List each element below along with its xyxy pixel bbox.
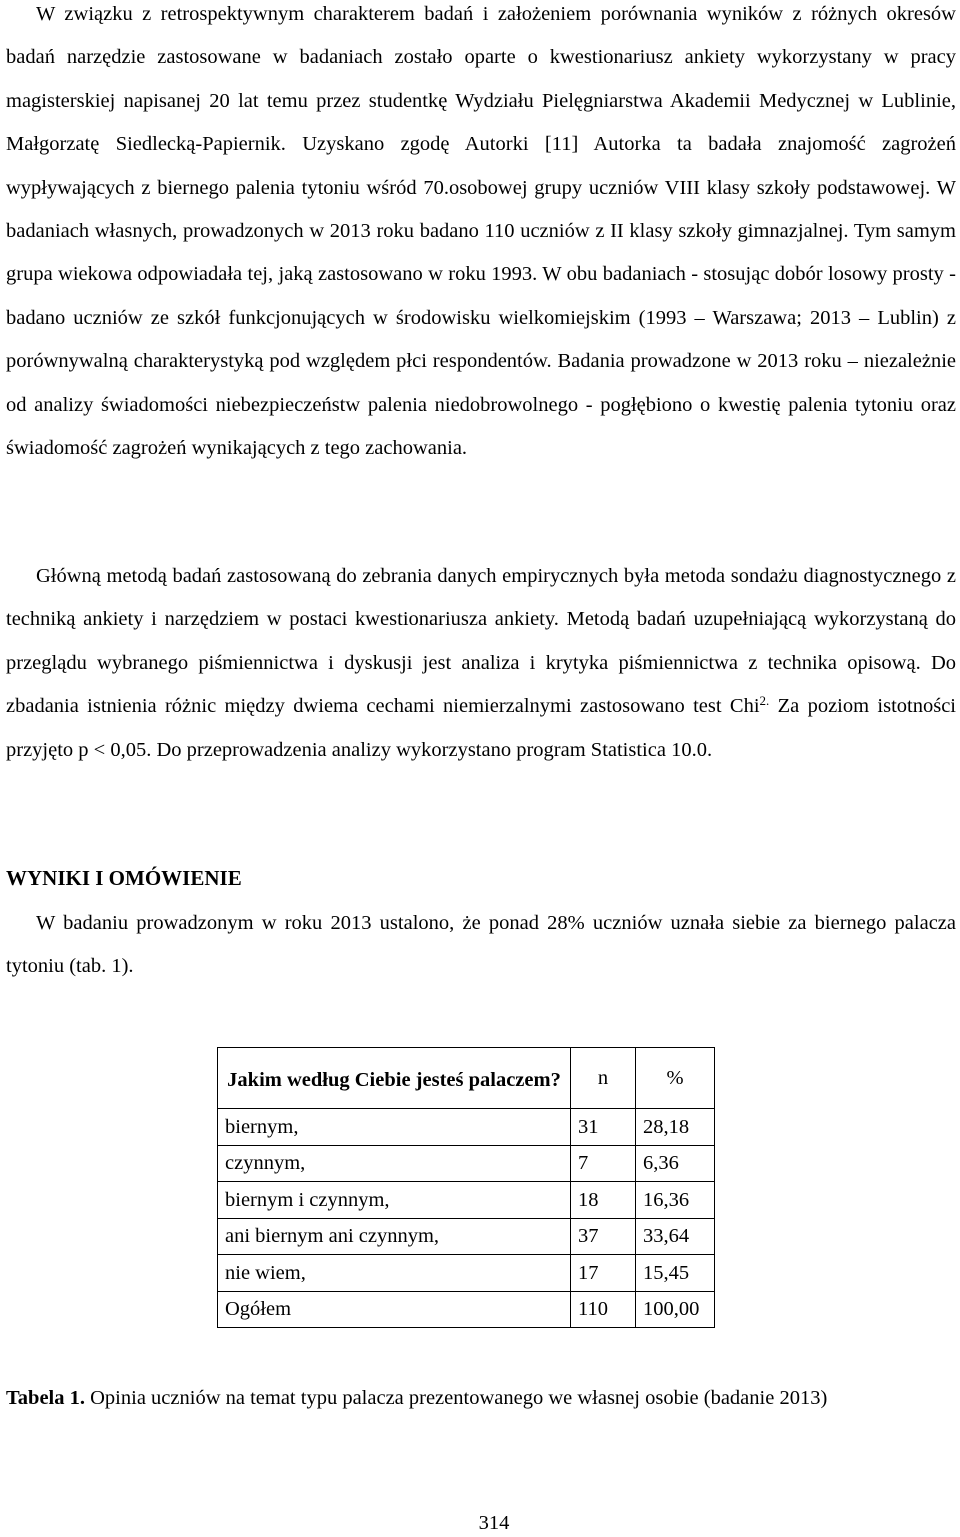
table-cell-n: 37 [571,1218,636,1255]
results-table [217,1047,715,1328]
table-cell-label: biernym, [218,1109,571,1146]
table-cell-n: 110 [571,1291,636,1328]
table-header-question: Jakim według Ciebie jesteś palaczem? [218,1048,571,1109]
table-header-percent: % [636,1048,715,1109]
table-row [218,1109,715,1146]
page-number: 314 [478,1512,510,1534]
table-row [218,1145,715,1182]
table-cell-n: 7 [571,1145,636,1182]
table-row [218,1182,715,1219]
table-cell-label: biernym i czynnym, [218,1182,571,1219]
body-paragraph [6,555,956,772]
paragraph-text: Za poziom istotności przyjęto p < 0,05. Do przeprowadzenia analizy wykorzystano program Statistica 10.0. [6,695,956,761]
table-row [218,1255,715,1292]
caption-text: Opinia uczniów na temat typu palacza prezentowanego we własnej osobie (badanie 2013) [85,1387,828,1409]
table-cell-percent: 100,00 [636,1291,715,1328]
paragraph-text: Główną metodą badań zastosowaną do zebrania danych empirycznych była metoda sondażu diagnostycznego z techniką ankiety i narzędziem w postaci kwestionariusza ankiety. Metodą badań uzupełniającą wykorzystaną do przeglądu wybranego piśmiennictwa i dyskusji jest analiza i krytyka piśmiennictwa z technika opisową. Do zbadania istnienia różnic między dwiema cechami niemierzalnymi zastosowano test Chi [6,565,956,718]
section-heading: WYNIKI I OMÓWIENIE [6,866,242,890]
table-row [218,1218,715,1255]
table-row [218,1291,715,1328]
superscript: 2. [759,693,770,709]
table-cell-label: nie wiem, [218,1255,571,1292]
table-cell-label: ani biernym ani czynnym, [218,1218,571,1255]
body-paragraph: W związku z retrospektywnym charakterem badań i założeniem porównania wyników z różnych okresów badań narzędzie zastosowane w badaniach zostało oparte o kwestionariusz ankiety wykorzystany w pracy magisterskiej napisanej 20 lat temu przez studentkę Wydziału Pielęgniarstwa Akademii Medycznej w Lublinie, Małgorzatę Siedlecką-Papiernik. Uzyskano zgodę Autorki [11] Autorka ta badała znajomość zagrożeń wypływających z biernego palenia tytoniu wśród 70.osobowej grupy uczniów VIII klasy szkoły podstawowej. W badaniach własnych, prowadzonych w 2013 roku badano 110 uczniów z II klasy szkoły gimnazjalnej. Tym samym grupa wiekowa odpowiadała tej, jaką zastosowano w roku 1993. W obu badaniach - stosując dobór losowy prosty - badano uczniów ze szkół funkcjonujących w środowisku wielkomiejskim (1993 – Warszawa; 2013 – Lublin) z porównywalną charakterystyką pod względem płci respondentów. Badania prowadzone w 2013 roku – niezależnie od analizy świadomości niebezpieczeństw palenia niedobrowolnego - pogłębiono o kwestię palenia tytoniu oraz świadomość zagrożeń wynikających z tego zachowania. [6,3,956,460]
table-cell-n: 31 [571,1109,636,1146]
table-caption [6,1377,956,1420]
table-header-row [218,1048,715,1109]
table-header-n: n [571,1048,636,1109]
table-cell-label: Ogółem [218,1291,571,1328]
table-cell-n: 18 [571,1182,636,1219]
table-cell-percent: 15,45 [636,1255,715,1292]
body-paragraph: W badaniu prowadzonym w roku 2013 ustalono, że ponad 28% uczniów uznała siebie za biernego palacza tytoniu (tab. 1). [6,912,956,978]
table-cell-percent: 28,18 [636,1109,715,1146]
table-cell-n: 17 [571,1255,636,1292]
table-cell-percent: 6,36 [636,1145,715,1182]
table-cell-percent: 33,64 [636,1218,715,1255]
table-cell-label: czynnym, [218,1145,571,1182]
caption-label: Tabela 1. [6,1387,85,1409]
table-cell-percent: 16,36 [636,1182,715,1219]
